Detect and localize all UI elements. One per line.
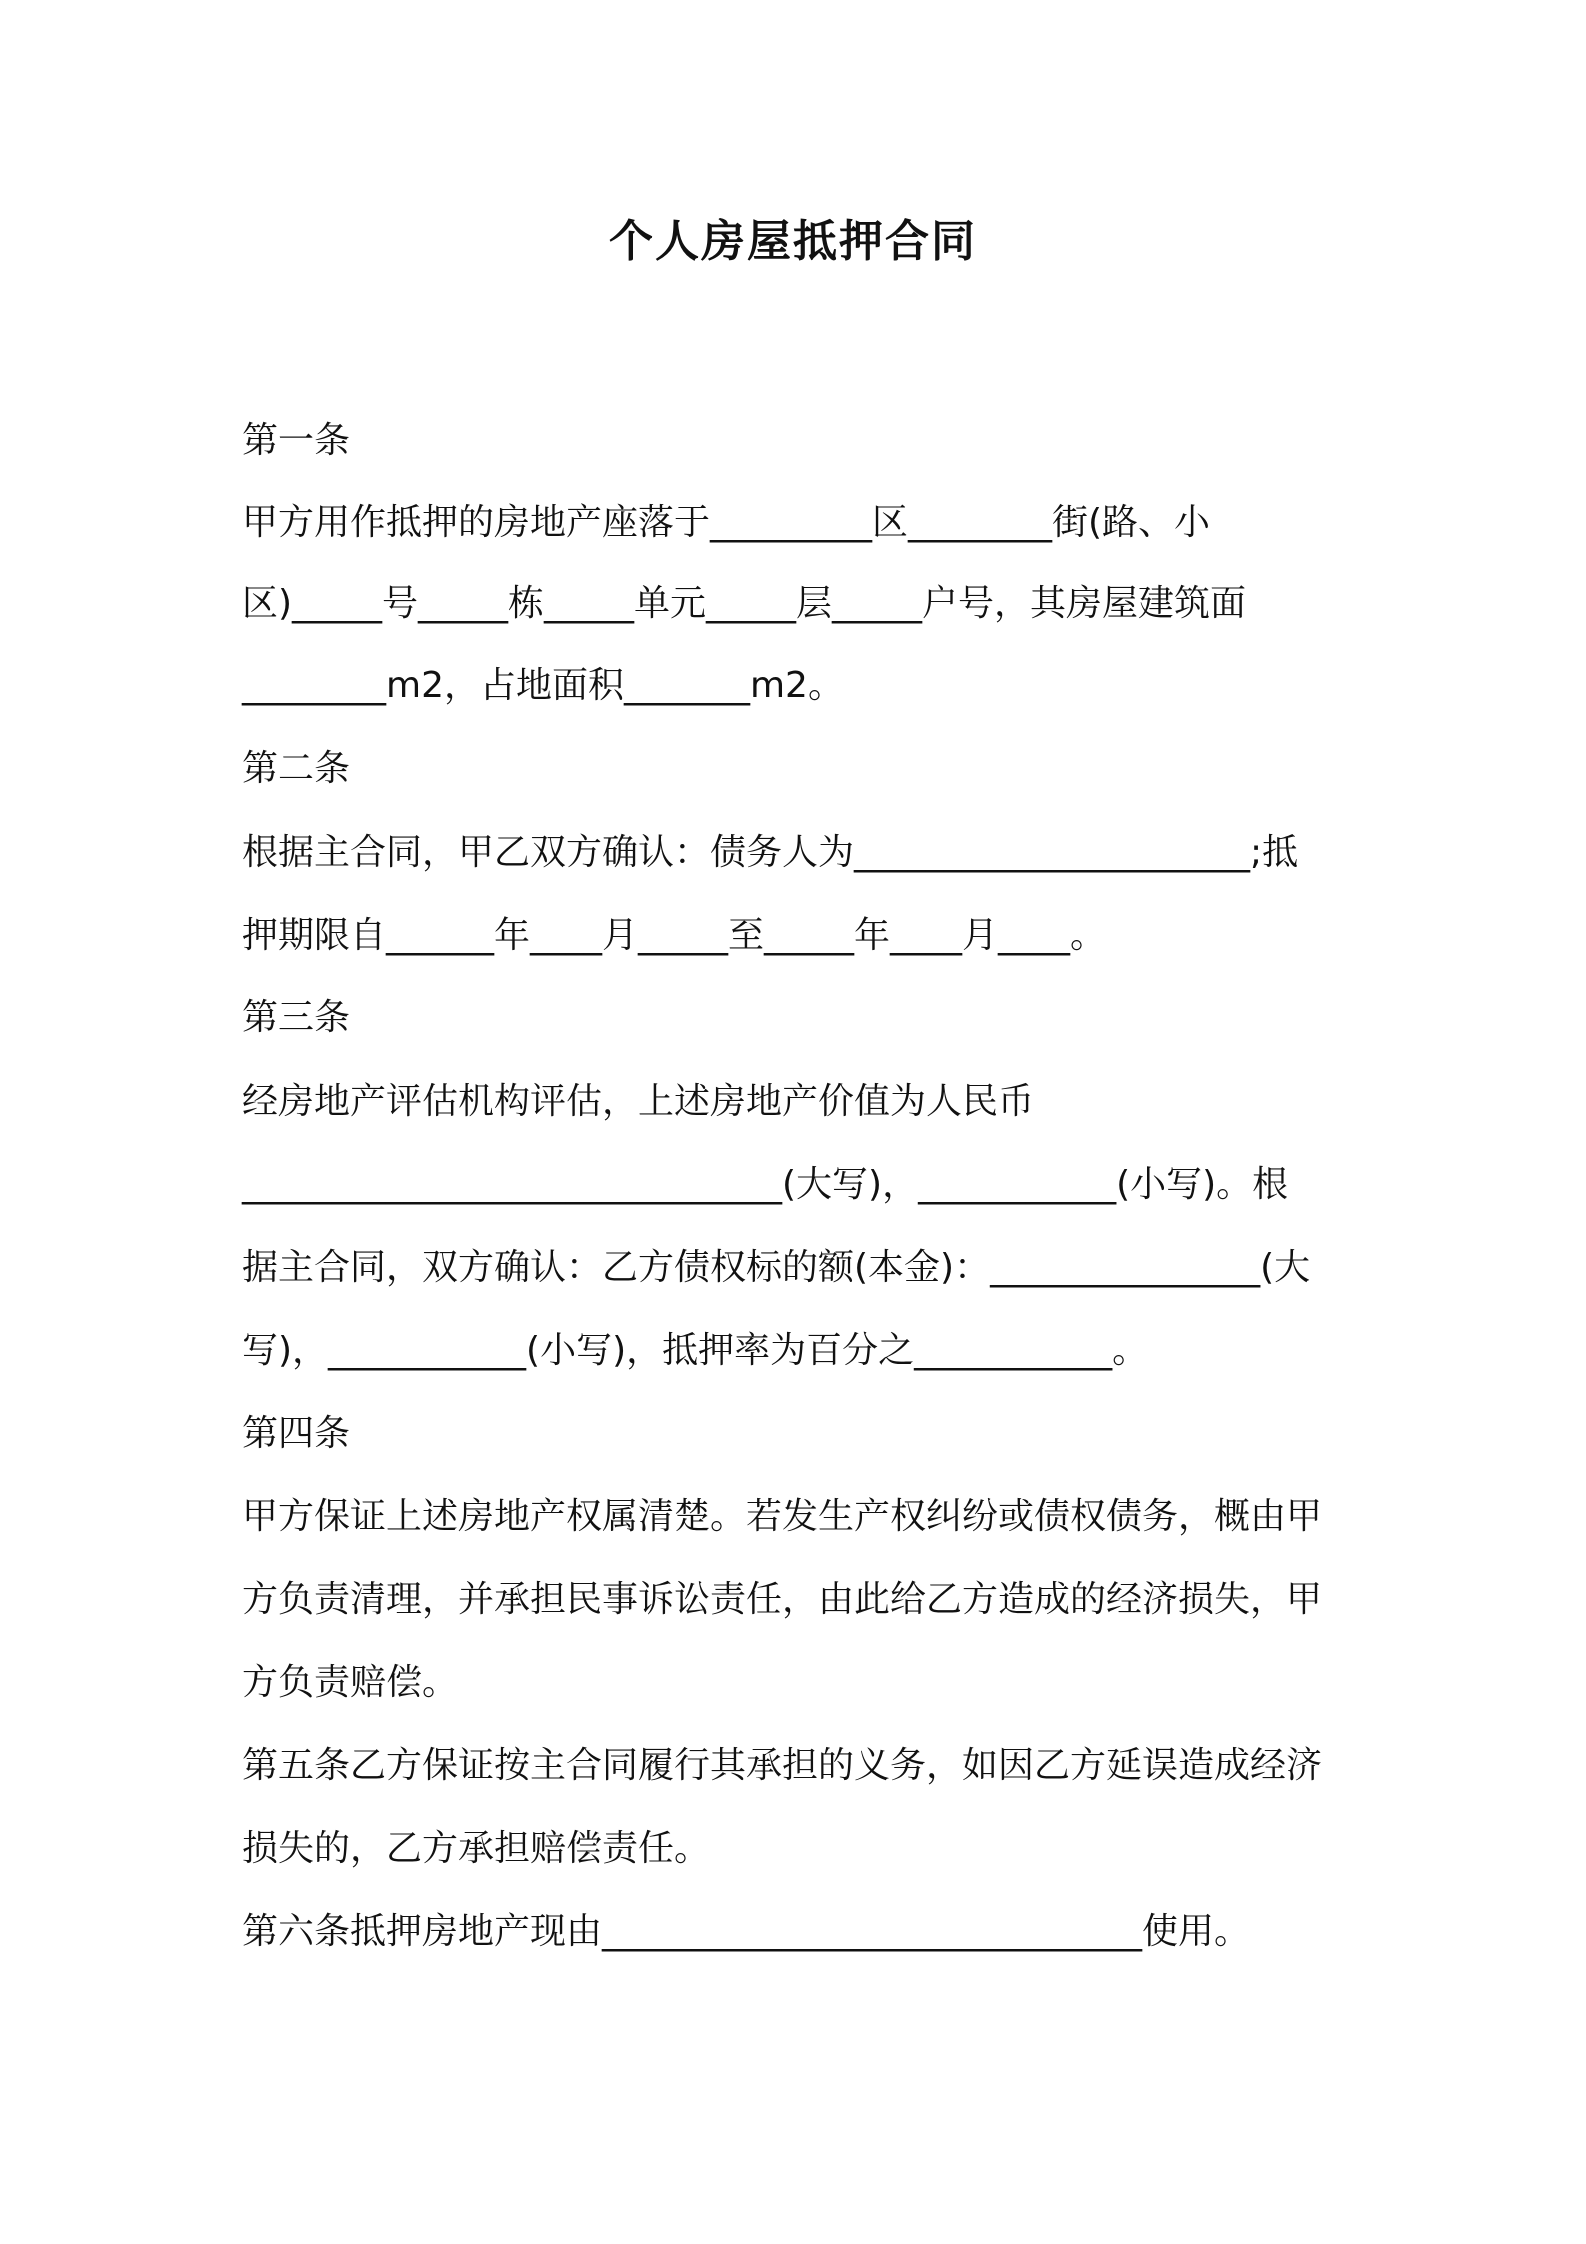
article-4-heading: 第四条 — [242, 1413, 351, 1454]
article-3-line-3: 据主合同，双方确认：乙方债权标的额(本金)：_______________(大 — [242, 1247, 1311, 1288]
article-5-line-2: 损失的，乙方承担赔偿责任。 — [242, 1828, 711, 1869]
article-1-line-3: ________m2，占地面积_______m2。 — [242, 665, 844, 706]
article-4-line-3: 方负责赔偿。 — [242, 1662, 459, 1703]
document-title: 个人房屋抵押合同 — [609, 216, 977, 267]
article-2-line-2: 押期限自______年____月_____至_____年____月____。 — [242, 915, 1107, 956]
article-4-line-2: 方负责清理，并承担民事诉讼责任，由此给乙方造成的经济损失，甲 — [242, 1579, 1323, 1620]
article-3-line-1: 经房地产评估机构评估，上述房地产价值为人民币 — [242, 1081, 1035, 1122]
article-1-heading: 第一条 — [242, 420, 351, 461]
article-1-line-1: 甲方用作抵押的房地产座落于_________区________街(路、小 — [242, 502, 1211, 543]
article-6-line-1: 第六条抵押房地产现由______________________________使用。 — [242, 1911, 1251, 1952]
article-2-line-1: 根据主合同，甲乙双方确认：债务人为______________________;抵 — [242, 832, 1299, 873]
article-1-line-2: 区)_____号_____栋_____单元_____层_____户号，其房屋建筑面 — [242, 583, 1247, 624]
article-3-line-4: 写)，___________(小写)，抵押率为百分之___________。 — [242, 1330, 1149, 1371]
article-4-line-1: 甲方保证上述房地产权属清楚。若发生产权纠纷或债权债务，概由甲 — [242, 1496, 1323, 1537]
article-2-heading: 第二条 — [242, 748, 351, 789]
article-3-line-2: ______________________________(大写)，___________(小写)。根 — [242, 1164, 1289, 1205]
article-3-heading: 第三条 — [242, 997, 351, 1038]
article-5-line-1: 第五条乙方保证按主合同履行其承担的义务，如因乙方延误造成经济 — [242, 1745, 1323, 1786]
